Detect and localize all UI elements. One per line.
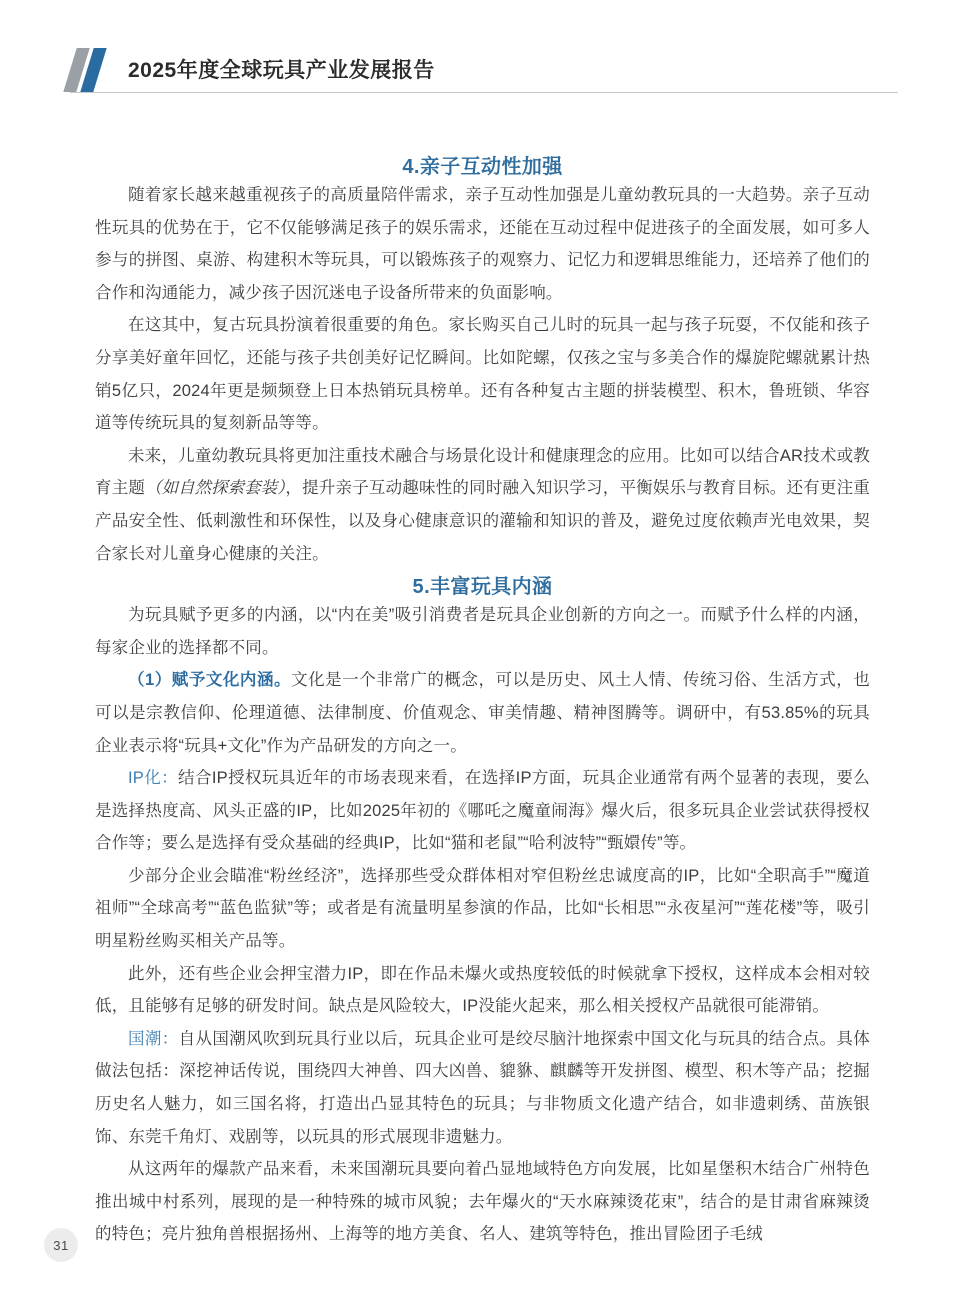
paragraph-4-2: 在这其中，复古玩具扮演着很重要的角色。家长购买自己儿时的玩具一起与孩子玩耍，不仅能和孩子分享美好童年回忆，还能与孩子共创美好记忆瞬间。比如陀螺，仅孩之宝与多美合作的爆旋陀螺就累计热销5亿只，2024年更是频频登上日本热销玩具榜单。还有各种复古主题的拼装模型、积木，鲁班锁、华容道等传统玩具的复刻新品等等。 (95, 316, 870, 433)
culture-body-text: 文化是一个非常广的概念，可以是历史、风土人情、传统习俗、生活方式，也可以是宗教信仰、伦理道德、法律制度、价值观念、审美情趣、精神图腾等。调研中，有53.85%的玩具企业表示将“玩具+文化”作为产品研发的方向之一。 (95, 671, 870, 755)
paragraph-4-3-part2: ，提升亲子互动趣味性的同时融入知识学习，平衡娱乐与教育目标。还有更注重产品安全性、低刺激性和环保性，以及身心健康意识的灌输和知识的普及，避免过度依赖声光电效果，契合家长对儿童身心健康的关注。 (95, 479, 870, 563)
page-header (70, 44, 898, 94)
paragraph-4-1: 随着家长越来越重视孩子的高质量陪伴需求，亲子互动性加强是儿童幼教玩具的一大趋势。亲子互动性玩具的优势在于，它不仅能够满足孩子的娱乐需求，还能在互动过程中促进孩子的全面发展，如可多人参与的拼图、桌游、构建积木等玩具，可以锻炼孩子的观察力、记忆力和逻辑思维能力，还培养了他们的合作和沟通能力，减少孩子因沉迷电子设备所带来的负面影响。 (95, 186, 870, 302)
ip-lead-label: IP化： (128, 769, 179, 788)
paragraph-4-3-kai-note: （如自然探索套装） (145, 478, 286, 498)
culture-lead-label: （1）赋予文化内涵。 (128, 671, 292, 690)
paragraph-guochao-2: 从这两年的爆款产品来看，未来国潮玩具要向着凸显地域特色方向发展，比如星堡积木结合广州特色推出城中村系列，展现的是一种特殊的城市风貌；去年爆火的“天水麻辣烫花束”，结合的是甘肃省麻辣烫的特色；亮片独角兽根据扬州、上海等的地方美食、名人、建筑等特色，推出冒险团子毛绒 (95, 1160, 870, 1244)
brand-logo-icon (68, 46, 116, 92)
paragraph-culture (95, 664, 870, 762)
header-divider (70, 92, 898, 93)
document-content (95, 150, 870, 1251)
guochao-lead-label: 国潮： (128, 1029, 179, 1048)
paragraph-4-3-part1: 未来，儿童幼教玩具将更加注重技术融合与场景化设计和健康理念的应用。比如可以结合AR技术或教育主题 (95, 446, 870, 498)
paragraph-guochao (95, 1023, 870, 1153)
report-title: 2025年度全球玩具产业发展报告 (128, 59, 435, 82)
ip-body-text: 结合IP授权玩具近年的市场表现来看，在选择IP方面，玩具企业通常有两个显著的表现，要么是选择热度高、风头正盛的IP，比如2025年初的《哪吒之魔童闹海》爆火后，很多玩具企业尝试获得授权合作等；要么是选择有受众基础的经典IP，比如“猫和老鼠”“哈利波特”“甄嬛传”等。 (95, 769, 871, 853)
paragraph-ip (95, 762, 870, 860)
paragraph-4-3 (95, 440, 870, 570)
paragraph-ip-3: 此外，还有些企业会押宝潜力IP，即在作品未爆火或热度较低的时候就拿下授权，这样成本会相对较低，且能够有足够的研发时间。缺点是风险较大，IP没能火起来，那么相关授权产品就很可能滞销。 (95, 964, 870, 1016)
guochao-body-text: 自从国潮风吹到玩具行业以后，玩具企业可是绞尽脑汁地探索中国文化与玩具的结合点。具体做法包括：深挖神话传说，围绕四大神兽、四大凶兽、貔貅、麒麟等开发拼图、模型、积木等产品；挖掘历史名人魅力，如三国名将，打造出凸显其特色的玩具；与非物质文化遗产结合，如非遗刺绣、苗族银饰、东莞千角灯、戏剧等，以玩具的形式展现非遗魅力。 (95, 1029, 870, 1146)
section-heading-5: 5.丰富玩具内涵 (412, 576, 553, 599)
paragraph-ip-2: 少部分企业会瞄准“粉丝经济”，选择那些受众群体相对窄但粉丝忠诚度高的IP，比如“全职高手”“魔道祖师”“全球高考”“蓝色监狱”等；或者是有流量明星参演的作品，比如“长相思”“永夜星河”“莲花楼”等，吸引明星粉丝购买相关产品等。 (95, 866, 870, 951)
paragraph-5-intro: 为玩具赋予更多的内涵，以“内在美”吸引消费者是玩具企业创新的方向之一。而赋予什么样的内涵，每家企业的选择都不同。 (95, 606, 870, 657)
section-heading-4: 4.亲子互动性加强 (402, 156, 563, 178)
page-number-badge: 31 (44, 1228, 78, 1262)
